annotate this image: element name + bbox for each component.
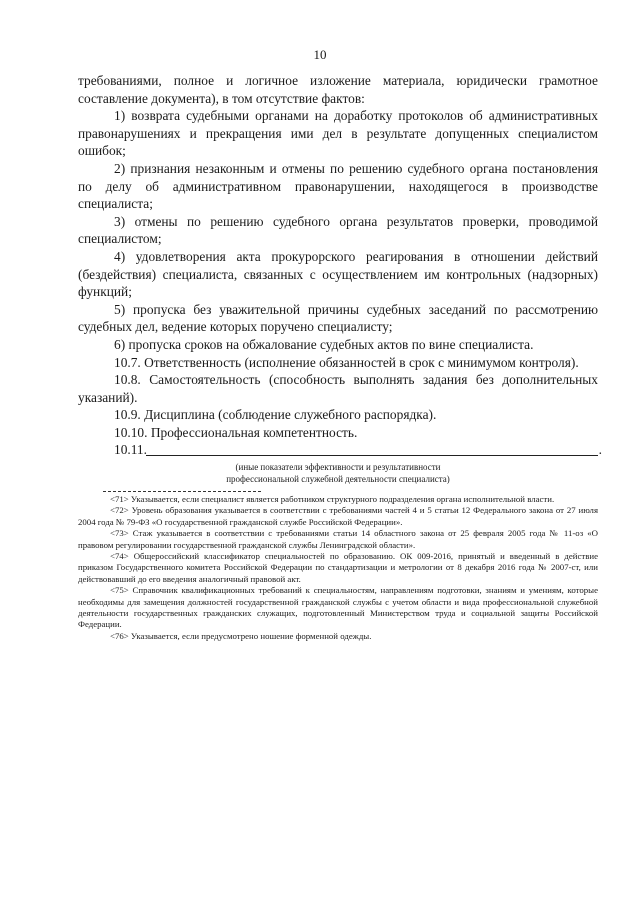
- list-item-4: 4) удовлетворения акта прокурорского реагирования в отношении действий (бездействия) специалиста, связанных с осуществлением им контрольных (надзорных) функций;: [78, 248, 598, 300]
- paragraph-10-7: 10.7. Ответственность (исполнение обязанностей в срок с минимумом контроля).: [114, 354, 579, 370]
- blank-fill-line: [146, 455, 598, 456]
- paragraph-10-11-label: 10.11.: [114, 442, 147, 458]
- page-number: 10: [313, 47, 327, 62]
- list-item-3: 3) отмены по решению судебного органа результатов проверки, проводимой специалистом;: [78, 213, 598, 247]
- caption-line-1: (иные показатели эффективности и результативности: [235, 462, 441, 473]
- footnote-73: <73> Стаж указывается в соответствии с требованиями статьи 14 областного закона от 25 февраля 2005 года № 11-оз «О правовом регулировании государственной гражданской службы Ленинградской области».: [78, 528, 598, 550]
- list-item-6: 6) пропуска сроков на обжалование судебных актов по вине специалиста.: [114, 336, 534, 352]
- intro-paragraph: требованиями, полное и логичное изложение материала, юридически грамотное составление документа), в том отсутствие фактов:: [78, 73, 598, 106]
- paragraph-10-8: 10.8. Самостоятельность (способность выполнять задания без дополнительных указаний).: [78, 372, 598, 405]
- footnote-75: <75> Справочник квалификационных требований к специальностям, направлениям подготовки, знаниям и умениям, которые необходимы для замещения должностей государственной гражданской службы с учетом области и вида профессиональной служебной деятельности государственных гражданских служащих, подготовленный Министерством труда и социальной защиты Российской Федерации.: [78, 585, 598, 630]
- footnote-71: <71> Указывается, если специалист является работником структурного подразделения органа исполнительной власти.: [110, 494, 555, 504]
- paragraph-10-10: 10.10. Профессиональная компетентность.: [114, 424, 358, 440]
- paragraph-10-11-end: .: [598, 442, 602, 458]
- list-item-2: 2) признания незаконным и отмены по решению судебного органа постановления по делу об административном правонарушении, находящегося в производстве специалиста;: [78, 160, 598, 212]
- paragraph-10-11: [78, 441, 602, 459]
- footnote-72: <72> Уровень образования указывается в соответствии с требованиями частей 4 и 5 статьи 12 Федерального закона от 27 июля 2004 года № 79-ФЗ «О государственной гражданской службе Российской Федерации».: [78, 505, 598, 527]
- list-item-1: 1) возврата судебными органами на доработку протоколов об административных правонарушениях и прекращения ими дел в результате допущенных специалистом ошибок;: [78, 108, 598, 159]
- footnote-76: <76> Указывается, если предусмотрено ношение форменной одежды.: [110, 630, 372, 641]
- footnotes: [78, 494, 598, 642]
- paragraph-10-9: 10.9. Дисциплина (соблюдение служебного распорядка).: [114, 407, 437, 423]
- document-body: [78, 72, 602, 485]
- list-item-5: 5) пропуска без уважительной причины судебных заседаний по рассмотрению судебных дел, ведение которых поручено специалисту;: [78, 301, 598, 335]
- footnote-separator: [103, 491, 261, 492]
- footnote-74: <74> Общероссийский классификатор специальностей по образованию. ОК 009-2016, принятый и введенный в действие приказом Государственного комитета Российской Федерации по стандартизации и метрологии от 8 декабря 2016 года № 2007-ст, или действовавший до его введения аналогичный правовой акт.: [78, 551, 598, 584]
- caption-line-2: профессиональной служебной деятельности специалиста): [226, 474, 450, 485]
- fill-line-caption: [78, 461, 598, 485]
